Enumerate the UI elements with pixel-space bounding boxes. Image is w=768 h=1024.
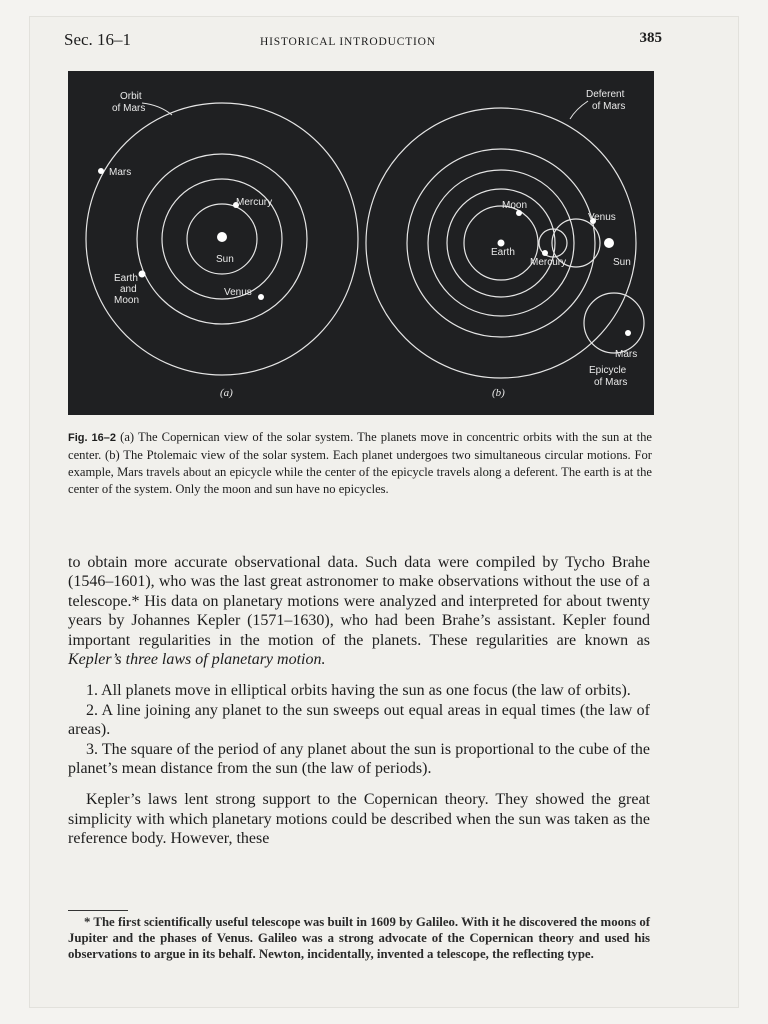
mars-icon <box>98 168 104 174</box>
main-text <box>68 553 650 849</box>
panel-b-label: (b) <box>492 387 505 399</box>
label-sun: Sun <box>613 257 631 268</box>
paragraph-2: Kepler’s laws lent strong support to the Copernican theory. They showed the great simplicity with which planetary motions could be described when the sun was taken as the reference body. However, these <box>68 791 650 848</box>
figure-diagram <box>68 71 654 415</box>
running-title: HISTORICAL INTRODUCTION <box>260 36 436 48</box>
label-sun: Sun <box>216 254 234 265</box>
sun-icon <box>604 238 614 248</box>
label-venus: Venus <box>588 212 616 223</box>
label-deferent-1: Deferent <box>586 89 625 100</box>
venus-icon <box>258 294 264 300</box>
earth-center-icon <box>498 240 505 247</box>
label-orbit-of-mars-1: Orbit <box>120 91 142 102</box>
mars-icon <box>625 330 631 336</box>
figure-background <box>68 71 654 415</box>
footnote: * The first scientifically useful telescope was built in 1609 by Galileo. With it he discovered the moons of Jupiter and the phases of Venus. Galileo was a strong advocate of the Copernican theory and used his observations to argue in its behalf. Newton, incidentally, invented a telescope, the reflecting type. <box>68 915 650 961</box>
figure-number: Fig. 16–2 <box>68 432 117 444</box>
earth-icon <box>139 271 146 278</box>
footnote-rule <box>68 910 128 911</box>
label-mercury: Mercury <box>236 197 273 208</box>
label-deferent-2: of Mars <box>592 101 626 112</box>
page-header <box>64 30 662 54</box>
label-epicycle-2: of Mars <box>594 377 628 388</box>
page-number: 385 <box>639 30 662 46</box>
label-mars: Mars <box>615 349 638 360</box>
law-of-orbits: 1. All planets move in elliptical orbits having the sun as one focus (the law of orbits). <box>86 682 631 700</box>
panel-a-label: (a) <box>220 387 233 399</box>
solar-system-figure <box>68 71 654 415</box>
label-venus: Venus <box>224 287 252 298</box>
sun-icon <box>217 232 227 242</box>
law-of-areas: 2. A line joining any planet to the sun sweeps out equal areas in equal times (the law of areas). <box>68 701 650 739</box>
law-of-periods: 3. The square of the period of any planet about the sun is proportional to the cube of the planet’s mean distance from the sun (the law of periods). <box>68 740 650 778</box>
label-epicycle-1: Epicycle <box>589 365 627 376</box>
spacer <box>68 778 650 790</box>
label-moon: Moon <box>502 200 528 211</box>
spacer <box>68 669 650 681</box>
label-orbit-of-mars-2: of Mars <box>112 103 146 114</box>
label-earth: Earth <box>491 247 515 258</box>
label-earth-2: and <box>120 284 137 295</box>
label-earth-3: Moon <box>114 295 140 306</box>
label-earth-1: Earth <box>114 273 138 284</box>
label-mercury: Mercury <box>530 257 567 268</box>
label-mars: Mars <box>109 167 132 178</box>
kepler-laws-emphasis: Kepler’s three laws of planetary motion. <box>68 651 326 669</box>
caption-text: (a) The Copernican view of the solar system. The planets move in concentric orbits with the sun at the center. (b) The Ptolemaic view of the solar system. Each planet undergoes two simultaneous circular motions. For example, Mars travels about an epicycle while the center of the epicycle travels along a deferent. The earth is at the center of the system. Only the moon and sun have no epicycles. <box>68 430 653 496</box>
mercury-icon <box>542 250 548 256</box>
figure-caption <box>68 429 652 498</box>
paragraph-1-text: to obtain more accurate observational data. Such data were compiled by Tycho Brahe (1546–1601), who was the last great astronomer to make observations without the use of a telescope.* His data on planetary motions were analyzed and interpreted for about twenty years by Johannes Kepler (1571–1630), who had been Brahe’s assistant. Kepler found important regularities in the motion of the planets. These regularities are known as <box>68 554 650 649</box>
section-number: Sec. 16–1 <box>64 30 132 49</box>
paragraph-1 <box>68 553 650 669</box>
